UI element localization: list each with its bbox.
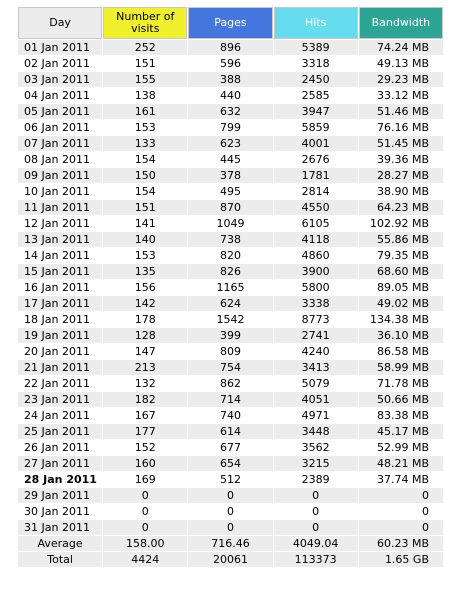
- cell-bandwidth: 58.99 MB: [359, 360, 443, 375]
- summary-row: [18, 552, 443, 567]
- cell-hits: 3448: [274, 424, 358, 439]
- table-row: [18, 184, 443, 199]
- cell-day: 07 Jan 2011: [18, 136, 102, 151]
- cell-bandwidth: 74.24 MB: [359, 40, 443, 55]
- table-row: [18, 472, 443, 487]
- cell-day: 30 Jan 2011: [18, 504, 102, 519]
- cell-bandwidth: 1.65 GB: [359, 552, 443, 567]
- cell-bandwidth: 33.12 MB: [359, 88, 443, 103]
- cell-hits: 2676: [274, 152, 358, 167]
- cell-hits: 4051: [274, 392, 358, 407]
- table-row: [18, 312, 443, 327]
- cell-pages: 714: [188, 392, 272, 407]
- cell-visits: 150: [103, 168, 187, 183]
- cell-hits: 2814: [274, 184, 358, 199]
- cell-hits: 1781: [274, 168, 358, 183]
- cell-pages: 632: [188, 104, 272, 119]
- table-row: [18, 88, 443, 103]
- cell-pages: 596: [188, 56, 272, 71]
- cell-bandwidth: 86.58 MB: [359, 344, 443, 359]
- cell-hits: 5800: [274, 280, 358, 295]
- cell-pages: 738: [188, 232, 272, 247]
- cell-hits: 113373: [274, 552, 358, 567]
- cell-visits: 4424: [103, 552, 187, 567]
- cell-day: 19 Jan 2011: [18, 328, 102, 343]
- cell-hits: 4550: [274, 200, 358, 215]
- table-row: [18, 40, 443, 55]
- cell-pages: 399: [188, 328, 272, 343]
- cell-visits: 155: [103, 72, 187, 87]
- cell-hits: 4240: [274, 344, 358, 359]
- table-row: [18, 248, 443, 263]
- table-header: [18, 7, 443, 39]
- cell-day: 17 Jan 2011: [18, 296, 102, 311]
- table-row: [18, 328, 443, 343]
- cell-day: 24 Jan 2011: [18, 408, 102, 423]
- cell-visits: 169: [103, 472, 187, 487]
- cell-hits: 5389: [274, 40, 358, 55]
- cell-bandwidth: 64.23 MB: [359, 200, 443, 215]
- cell-day: 26 Jan 2011: [18, 440, 102, 455]
- cell-hits: 3413: [274, 360, 358, 375]
- cell-visits: 141: [103, 216, 187, 231]
- cell-bandwidth: 76.16 MB: [359, 120, 443, 135]
- cell-day: 27 Jan 2011: [18, 456, 102, 471]
- table-row: [18, 232, 443, 247]
- cell-hits: 4971: [274, 408, 358, 423]
- cell-hits: 6105: [274, 216, 358, 231]
- cell-visits: 182: [103, 392, 187, 407]
- cell-bandwidth: 29.23 MB: [359, 72, 443, 87]
- cell-day: 03 Jan 2011: [18, 72, 102, 87]
- cell-hits: 3318: [274, 56, 358, 71]
- cell-day: 31 Jan 2011: [18, 520, 102, 535]
- cell-visits: 252: [103, 40, 187, 55]
- cell-pages: 677: [188, 440, 272, 455]
- cell-day: 10 Jan 2011: [18, 184, 102, 199]
- table-row: [18, 168, 443, 183]
- cell-bandwidth: 52.99 MB: [359, 440, 443, 455]
- cell-visits: 160: [103, 456, 187, 471]
- table-row: [18, 72, 443, 87]
- cell-bandwidth: 102.92 MB: [359, 216, 443, 231]
- cell-visits: 177: [103, 424, 187, 439]
- cell-bandwidth: 89.05 MB: [359, 280, 443, 295]
- table-row: [18, 440, 443, 455]
- cell-bandwidth: 51.45 MB: [359, 136, 443, 151]
- cell-visits: 0: [103, 520, 187, 535]
- cell-visits: 153: [103, 120, 187, 135]
- cell-bandwidth: 37.74 MB: [359, 472, 443, 487]
- cell-day: Average: [18, 536, 102, 551]
- cell-bandwidth: 36.10 MB: [359, 328, 443, 343]
- cell-hits: 5859: [274, 120, 358, 135]
- cell-day: 14 Jan 2011: [18, 248, 102, 263]
- cell-hits: 3338: [274, 296, 358, 311]
- cell-hits: 2389: [274, 472, 358, 487]
- cell-pages: 740: [188, 408, 272, 423]
- cell-hits: 4860: [274, 248, 358, 263]
- cell-pages: 1049: [188, 216, 272, 231]
- table-row: [18, 56, 443, 71]
- cell-hits: 3947: [274, 104, 358, 119]
- cell-visits: 140: [103, 232, 187, 247]
- cell-hits: 4001: [274, 136, 358, 151]
- cell-pages: 896: [188, 40, 272, 55]
- table-row: [18, 424, 443, 439]
- cell-visits: 138: [103, 88, 187, 103]
- cell-day: Total: [18, 552, 102, 567]
- cell-hits: 4118: [274, 232, 358, 247]
- cell-pages: 614: [188, 424, 272, 439]
- cell-bandwidth: 71.78 MB: [359, 376, 443, 391]
- cell-bandwidth: 48.21 MB: [359, 456, 443, 471]
- table-row: [18, 488, 443, 503]
- cell-day: 15 Jan 2011: [18, 264, 102, 279]
- cell-day: 09 Jan 2011: [18, 168, 102, 183]
- cell-pages: 809: [188, 344, 272, 359]
- cell-pages: 870: [188, 200, 272, 215]
- cell-pages: 1165: [188, 280, 272, 295]
- cell-pages: 624: [188, 296, 272, 311]
- cell-bandwidth: 51.46 MB: [359, 104, 443, 119]
- cell-bandwidth: 83.38 MB: [359, 408, 443, 423]
- cell-pages: 862: [188, 376, 272, 391]
- cell-pages: 1542: [188, 312, 272, 327]
- cell-bandwidth: 38.90 MB: [359, 184, 443, 199]
- cell-hits: 3562: [274, 440, 358, 455]
- cell-visits: 178: [103, 312, 187, 327]
- cell-bandwidth: 49.13 MB: [359, 56, 443, 71]
- cell-pages: 0: [188, 504, 272, 519]
- cell-visits: 142: [103, 296, 187, 311]
- cell-day: 18 Jan 2011: [18, 312, 102, 327]
- cell-day: 06 Jan 2011: [18, 120, 102, 135]
- cell-visits: 135: [103, 264, 187, 279]
- cell-hits: 0: [274, 520, 358, 535]
- cell-hits: 2741: [274, 328, 358, 343]
- cell-visits: 132: [103, 376, 187, 391]
- table-row: [18, 136, 443, 151]
- cell-pages: 495: [188, 184, 272, 199]
- header-pages: Pages: [188, 7, 272, 39]
- cell-bandwidth: 68.60 MB: [359, 264, 443, 279]
- cell-bandwidth: 49.02 MB: [359, 296, 443, 311]
- table-row: [18, 264, 443, 279]
- cell-hits: 0: [274, 488, 358, 503]
- cell-visits: 167: [103, 408, 187, 423]
- cell-bandwidth: 0: [359, 488, 443, 503]
- table-row: [18, 456, 443, 471]
- cell-hits: 4049.04: [274, 536, 358, 551]
- cell-day: 04 Jan 2011: [18, 88, 102, 103]
- cell-day: 01 Jan 2011: [18, 40, 102, 55]
- cell-pages: 0: [188, 488, 272, 503]
- summary-row: [18, 536, 443, 551]
- table-row: [18, 152, 443, 167]
- cell-pages: 623: [188, 136, 272, 151]
- cell-day: 02 Jan 2011: [18, 56, 102, 71]
- cell-visits: 154: [103, 184, 187, 199]
- cell-bandwidth: 79.35 MB: [359, 248, 443, 263]
- cell-visits: 0: [103, 488, 187, 503]
- table-row: [18, 520, 443, 535]
- table-row: [18, 296, 443, 311]
- table-row: [18, 392, 443, 407]
- table-row: [18, 408, 443, 423]
- cell-visits: 133: [103, 136, 187, 151]
- cell-day: 29 Jan 2011: [18, 488, 102, 503]
- cell-pages: 716.46: [188, 536, 272, 551]
- cell-visits: 156: [103, 280, 187, 295]
- table-row: [18, 360, 443, 375]
- cell-day: 28 Jan 2011: [18, 472, 102, 487]
- header-row: [18, 7, 443, 39]
- cell-day: 11 Jan 2011: [18, 200, 102, 215]
- daily-stats-table: [17, 6, 444, 568]
- table-row: [18, 376, 443, 391]
- cell-visits: 147: [103, 344, 187, 359]
- cell-bandwidth: 50.66 MB: [359, 392, 443, 407]
- table-row: [18, 504, 443, 519]
- cell-pages: 512: [188, 472, 272, 487]
- cell-bandwidth: 28.27 MB: [359, 168, 443, 183]
- cell-day: 20 Jan 2011: [18, 344, 102, 359]
- cell-bandwidth: 45.17 MB: [359, 424, 443, 439]
- cell-visits: 161: [103, 104, 187, 119]
- cell-pages: 0: [188, 520, 272, 535]
- cell-day: 12 Jan 2011: [18, 216, 102, 231]
- cell-pages: 440: [188, 88, 272, 103]
- cell-hits: 3215: [274, 456, 358, 471]
- cell-hits: 8773: [274, 312, 358, 327]
- cell-pages: 654: [188, 456, 272, 471]
- cell-visits: 128: [103, 328, 187, 343]
- cell-day: 25 Jan 2011: [18, 424, 102, 439]
- cell-day: 21 Jan 2011: [18, 360, 102, 375]
- cell-visits: 158.00: [103, 536, 187, 551]
- header-day: Day: [18, 7, 102, 39]
- table-row: [18, 104, 443, 119]
- cell-visits: 0: [103, 504, 187, 519]
- cell-day: 22 Jan 2011: [18, 376, 102, 391]
- cell-pages: 378: [188, 168, 272, 183]
- cell-visits: 153: [103, 248, 187, 263]
- cell-visits: 213: [103, 360, 187, 375]
- cell-hits: 2585: [274, 88, 358, 103]
- table-row: [18, 344, 443, 359]
- table-row: [18, 216, 443, 231]
- cell-bandwidth: 39.36 MB: [359, 152, 443, 167]
- cell-day: 13 Jan 2011: [18, 232, 102, 247]
- cell-hits: 0: [274, 504, 358, 519]
- cell-pages: 826: [188, 264, 272, 279]
- cell-pages: 754: [188, 360, 272, 375]
- cell-bandwidth: 60.23 MB: [359, 536, 443, 551]
- cell-hits: 3900: [274, 264, 358, 279]
- cell-pages: 20061: [188, 552, 272, 567]
- cell-day: 08 Jan 2011: [18, 152, 102, 167]
- table-summary: [18, 536, 443, 567]
- table-row: [18, 120, 443, 135]
- cell-bandwidth: 55.86 MB: [359, 232, 443, 247]
- cell-bandwidth: 0: [359, 504, 443, 519]
- cell-bandwidth: 0: [359, 520, 443, 535]
- table-row: [18, 200, 443, 215]
- table-body: [18, 40, 443, 535]
- cell-pages: 388: [188, 72, 272, 87]
- cell-visits: 151: [103, 56, 187, 71]
- table-row: [18, 280, 443, 295]
- cell-visits: 154: [103, 152, 187, 167]
- cell-day: 23 Jan 2011: [18, 392, 102, 407]
- cell-visits: 152: [103, 440, 187, 455]
- cell-day: 05 Jan 2011: [18, 104, 102, 119]
- cell-pages: 820: [188, 248, 272, 263]
- header-bandwidth: Bandwidth: [359, 7, 443, 39]
- cell-visits: 151: [103, 200, 187, 215]
- header-visits: Number of visits: [103, 7, 187, 39]
- cell-day: 16 Jan 2011: [18, 280, 102, 295]
- cell-pages: 799: [188, 120, 272, 135]
- cell-bandwidth: 134.38 MB: [359, 312, 443, 327]
- cell-pages: 445: [188, 152, 272, 167]
- header-hits: Hits: [274, 7, 358, 39]
- cell-hits: 2450: [274, 72, 358, 87]
- cell-hits: 5079: [274, 376, 358, 391]
